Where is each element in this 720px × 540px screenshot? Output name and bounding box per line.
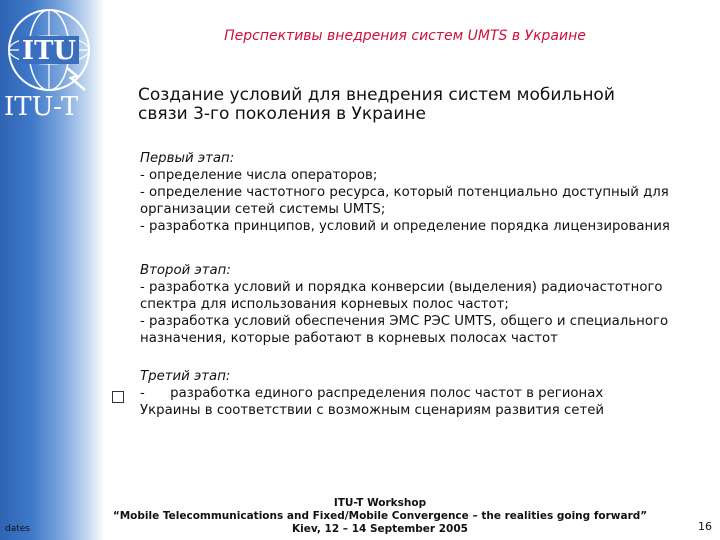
logo-text: ITU: [21, 36, 77, 66]
stage-line: Украины в соответствии с возможным сценариям развития сетей: [140, 403, 605, 418]
stage-line: - разработка условий и порядка конверсии (выделения) радиочастотного: [140, 280, 663, 295]
stage-two-section: [140, 262, 710, 347]
subtitle-line: Создание условий для внедрения систем мобильной: [138, 85, 615, 105]
subtitle-line: связи 3-го поколения в Украине: [138, 104, 426, 124]
stage-line: - определение частотного ресурса, который потенциально доступный для: [140, 185, 669, 200]
itu-logo-icon: [5, 6, 93, 94]
date-label: dates: [5, 524, 30, 534]
stage-line: организации сетей системы UMTS;: [140, 202, 386, 217]
stage-line: - разработка единого распределения полос частот в регионах: [140, 386, 604, 401]
slide-subtitle: [138, 86, 698, 124]
stage-heading: Первый этап:: [140, 151, 235, 166]
footer-event: ITU-T Workshop: [333, 497, 427, 509]
stage-heading: Третий этап:: [140, 369, 231, 384]
footer-location-date: Kiev, 12 – 14 September 2005: [292, 523, 468, 535]
checkbox-bullet-icon: [112, 391, 124, 403]
org-label: ITU-T: [4, 92, 79, 122]
page-number: 16: [698, 520, 712, 533]
stage-line: - разработка условий обеспечения ЭМС РЭС UMTS, общего и специального: [140, 314, 669, 329]
footer: [100, 497, 660, 536]
stage-line: - определение числа операторов;: [140, 168, 378, 183]
footer-theme: “Mobile Telecommunications and Fixed/Mobile Convergence – the realities going forward”: [112, 510, 648, 522]
stage-one-section: [140, 150, 710, 235]
stage-line: - разработка принципов, условий и определение порядка лицензирования: [140, 219, 670, 234]
stage-three-section: [140, 368, 710, 419]
stage-heading: Второй этап:: [140, 263, 231, 278]
stage-line: назначения, которые работают в корневых полосах частот: [140, 331, 558, 346]
sidebar-band: [0, 0, 105, 540]
stage-line: спектра для использования корневых полос частот;: [140, 297, 509, 312]
page-title: Перспективы внедрения систем UMTS в Украине: [224, 28, 586, 44]
